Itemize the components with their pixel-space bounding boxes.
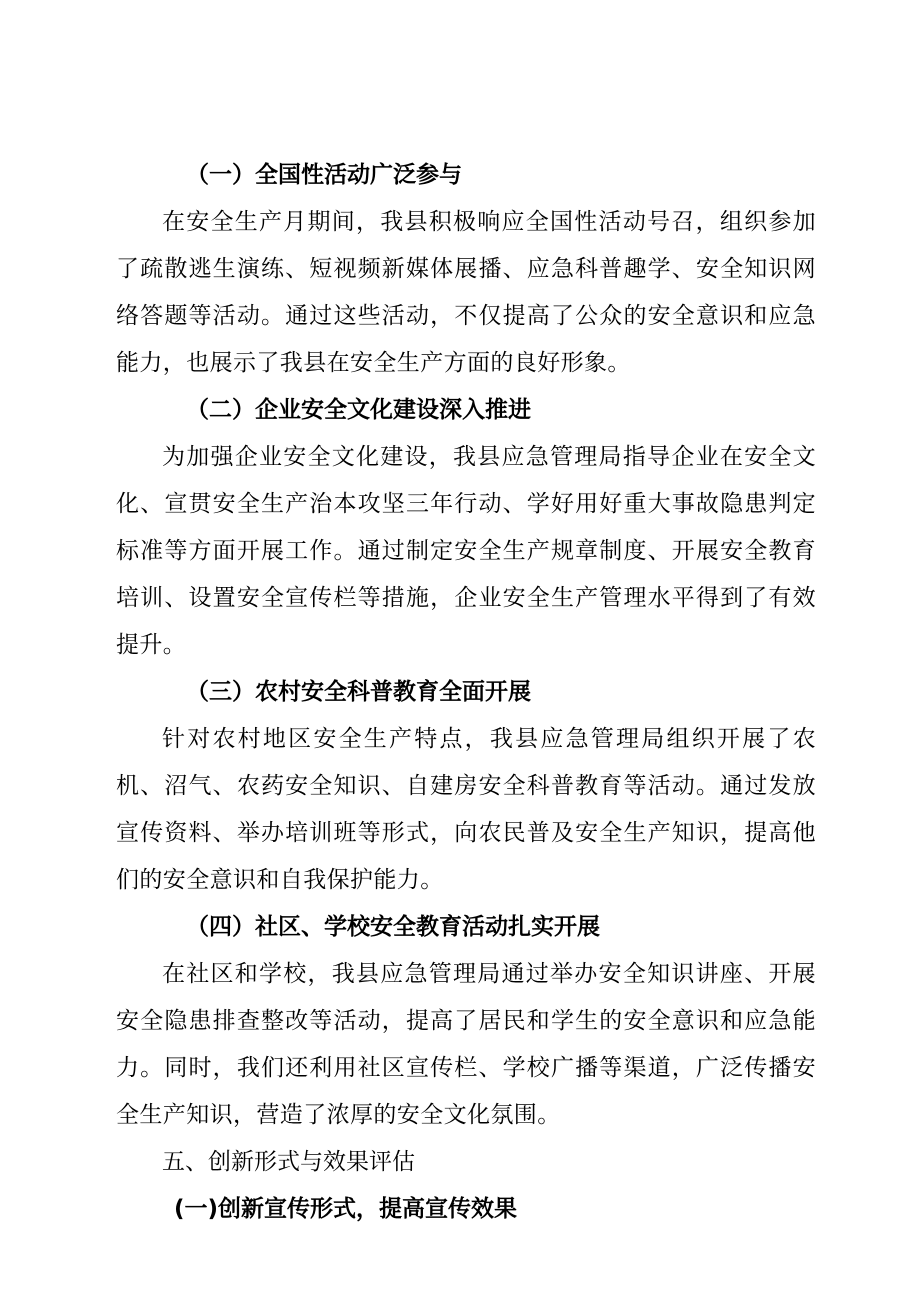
section-heading-1: （一）全国性活动广泛参与 [186, 162, 462, 188]
document-body [116, 152, 816, 1233]
section-heading-3: （三）农村安全科普教育全面开展 [186, 679, 531, 705]
section-heading-2: （二）企业安全文化建设深入推进 [186, 397, 531, 423]
section-paragraph-2: 为加强企业安全文化建设，我县应急管理局指导企业在安全文化、宣贯安全生产治本攻坚三年行动、学好用好重大事故隐患判定标准等方面开展工作。通过制定安全生产规章制度、开展安全教育培训、设置安全宣传栏等措施，企业安全生产管理水平得到了有效提升。 [116, 444, 816, 658]
section-paragraph-1: 在安全生产月期间，我县积极响应全国性活动号召，组织参加了疏散逃生演练、短视频新媒体展播、应急科普趣学、安全知识网络答题等活动。通过这些活动，不仅提高了公众的安全意识和应急能力，也展示了我县在安全生产方面的良好形象。 [116, 209, 816, 376]
section-paragraph-3: 针对农村地区安全生产特点，我县应急管理局组织开展了农机、沼气、农药安全知识、自建房安全科普教育等活动。通过发放宣传资料、举办培训班等形式，向农民普及安全生产知识，提高他们的安全意识和自我保护能力。 [116, 726, 816, 893]
part-five-title: 五、创新形式与效果评估 [162, 1149, 415, 1175]
section-heading-4: （四）社区、学校安全教育活动扎实开展 [186, 914, 600, 940]
section-paragraph-4: 在社区和学校，我县应急管理局通过举办安全知识讲座、开展安全隐患排查整改等活动，提高了居民和学生的安全意识和应急能力。同时，我们还利用社区宣传栏、学校广播等渠道，广泛传播安全生产知识，营造了浓厚的安全文化氛围。 [116, 961, 816, 1128]
part-five-subheading: (一)创新宣传形式，提高宣传效果 [174, 1196, 518, 1222]
